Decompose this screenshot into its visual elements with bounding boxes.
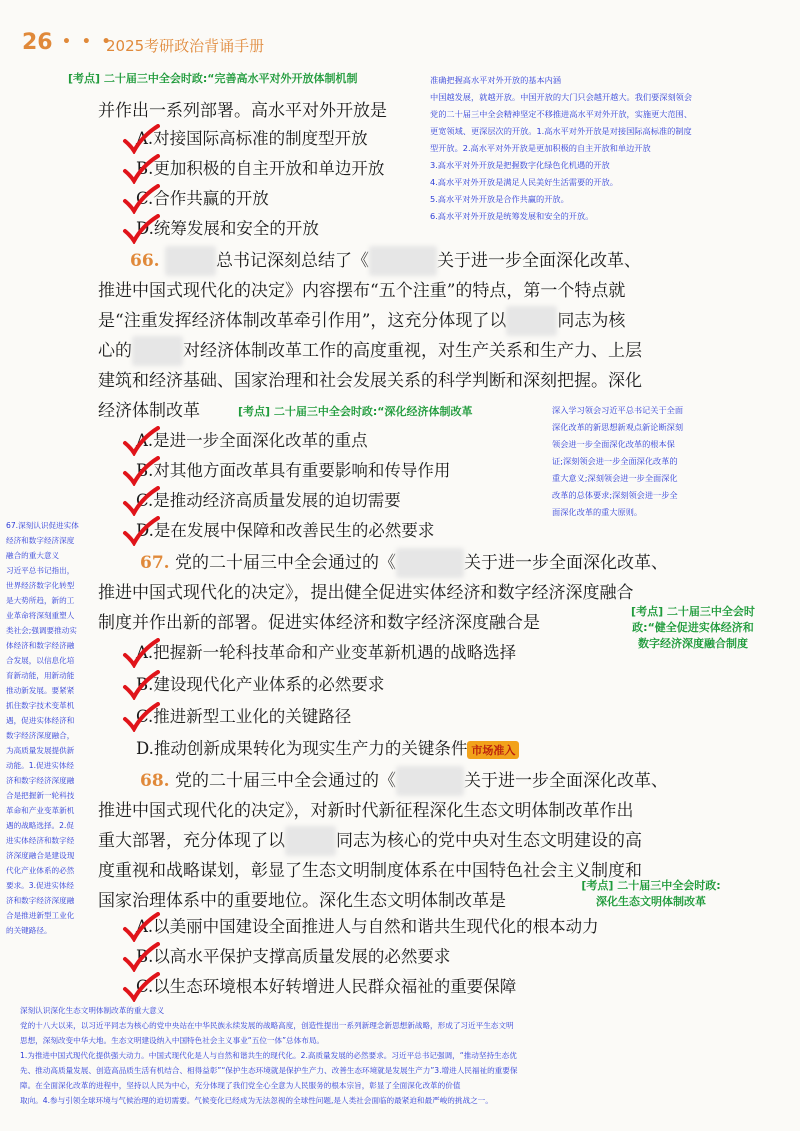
check-mark-icon (122, 154, 160, 184)
check-mark-icon (122, 184, 160, 214)
note-ecological-reform: 深刻认识深化生态文明体制改革的重大意义 党的十八大以来，以习近平同志为核心的党中央站在中华民族永续发展的战略高度，创造性提出一系列新理念新思想新战略，形成了习近平生态文明 思想，深刻改变中华大地。生态文明建设纳入中国特色社会主义事业“五位一体”总体布局。 1.为推进中国式现代化提供强大动力。中国式现代化是人与自然和谐共生的现代化。2.高质量发展的必然要求。习近平总书记强调，“推动坚持生态优 先、推动高质量发展、创造高品质生活有机结合、相得益彰”“保护生态环境就是保护生产力、改善生态环境就是发展生产力”3.增进人民福祉的重要保 障。在全面深化改革的进程中，坚持以人民为中心，充分体现了我们党全心全意为人民服务的根本宗旨，彰显了全面深化改革的价值 取向。4.参与引领全球环境与气候治理的迫切需要。气候变化已经成为无法忽视的全球性问题,是人类社会面临的最紧迫和最严峻的挑战之一。 (20, 1006, 518, 1105)
check-mark-icon (122, 670, 160, 700)
q67-option-c: C.推进新型工业化的关键路径 (136, 707, 352, 726)
q68-line-1: 68. 党的二十届三中全会通过的《 关于进一步全面深化改革、 (140, 766, 740, 796)
q66-option-a: A.是进一步全面深化改革的重点 (136, 431, 368, 450)
q68-option-c: C.以生态环境根本好转增进人民群众福祉的重要保障 (136, 977, 517, 996)
check-mark-icon (122, 214, 160, 244)
redacted-name (132, 336, 183, 366)
q66-option-d: D.是在发展中保障和改善民生的必然要求 (136, 521, 435, 540)
q66-line-5: 建筑和经济基础、国家治理和社会发展关系的科学判断和深刻把握。深化 (98, 371, 642, 391)
q66-line-2: 推进中国式现代化的决定》内容摆布“五个注重”的特点，第一个特点就 (98, 281, 626, 301)
q68-option-b: B.以高水平保护支撑高质量发展的必然要求 (136, 947, 451, 966)
q65-option-d: D.统筹发展和安全的开放 (136, 219, 319, 238)
header-dots: • • • (62, 34, 114, 50)
note-opening-up: 准确把握高水平对外开放的基本内涵 中国越发展，就越开放。中国开放的大门只会越开越大。我们要深刻领会 党的二十届三中全会精神坚定不移推进高水平对外开放，实施更大范围、 更宽领域、更深层次的开放。1.高水平对外开放是对接国际高标准的制度 型开放。2.高水平对外开放是更加积极的自主开放和单边开放 3.高水平对外开放是把握数字化绿色化机遇的开放 4.高水平对外开放是满足人民美好生活需要的开放。 5.高水平对外开放是合作共赢的开放。 6.高水平对外开放是统筹发展和安全的开放。 (430, 75, 693, 221)
book-title: 2025考研政治背诵手册 (106, 37, 265, 55)
check-mark-icon (122, 972, 160, 1002)
redacted-name (396, 548, 464, 578)
topic-tag-ecology: [考点] 二十届三中全会时政: 深化生态文明体制改革 (581, 879, 721, 908)
check-mark-icon (122, 702, 160, 732)
q65-option-c: C.合作共赢的开放 (136, 189, 269, 208)
redacted-name (396, 766, 464, 796)
check-mark-icon (122, 912, 160, 942)
q66-line-4: 心的 对经济体制改革工作的高度重视，对生产关系和生产力、上层 (98, 336, 642, 366)
note-digital-economy: 67.深刻认识促进实体 经济和数字经济深度 融合的重大意义 习近平总书记指出， 世界经济数字化转型 是大势所趋，新的工 业革命将深刻重塑人 类社会;强调要推动实 体经济和数字经济融 合发展，以信息化培 育新动能，用新动能 推动新发展。要紧紧 抓住数字技术变革机 遇，促进实体经济和 数字经济深度融合， 为高质量发展提供新 动能。1.促进实体经 济和数字经济深度融 合是把握新一轮科技 革命和产业变革新机 遇的战略选择。2.促 进实体经济和数字经 济深度融合是建设现 代化产业体系的必然 要求。3.促进实体经 济和数字经济深度融 合是推进新型工业化 的关键路径。 (6, 521, 79, 935)
check-mark-icon (122, 456, 160, 486)
redacted-name (285, 826, 336, 856)
redacted-name (369, 246, 437, 276)
check-mark-icon (122, 124, 160, 154)
redacted-name (506, 306, 557, 336)
check-mark-icon (122, 516, 160, 546)
topic-tag-economy: [考点] 二十届三中全会时政:“深化经济体制改革 (238, 405, 473, 418)
q65-stem: 并作出一系列部署。高水平对外开放是 (98, 101, 387, 121)
q67-option-b: B.建设现代化产业体系的必然要求 (136, 675, 385, 694)
q66-option-b: B.对其他方面改革具有重要影响和传导作用 (136, 461, 451, 480)
q65-option-a: A.对接国际高标准的制度型开放 (136, 129, 368, 148)
q67-line-1: 67. 党的二十届三中全会通过的《 关于进一步全面深化改革、 (140, 548, 740, 578)
q67-line-3: 制度并作出新的部署。促进实体经济和数字经济深度融合是 (98, 613, 540, 633)
q68-line-4: 度重视和战略谋划，彰显了生态文明制度体系在中国特色社会主义制度和 (98, 861, 642, 881)
q68-line-3: 重大部署，充分体现了以 同志为核心的党中央对生态文明建设的高 (98, 826, 642, 856)
q67-option-a: A.把握新一轮科技革命和产业变革新机遇的战略选择 (136, 643, 517, 662)
check-mark-icon (122, 942, 160, 972)
q68-line-5: 国家治理体系中的重要地位。深化生态文明体制改革是 (98, 891, 506, 911)
q68-line-2: 推进中国式现代化的决定》，对新时代新征程深化生态文明体制改革作出 (98, 801, 634, 821)
topic-tag-digital: [考点] 二十届三中全会时 政:“健全促进实体经济和 数字经济深度融合制度 (631, 605, 755, 650)
q66-line-3: 是“注重发挥经济体制改革牵引作用”，这充分体现了以 同志为核 (98, 306, 625, 336)
redacted-name (165, 246, 216, 276)
check-mark-icon (122, 486, 160, 516)
q66-option-c: C.是推动经济高质量发展的迫切需要 (136, 491, 401, 510)
note-deepening-reform: 深入学习领会习近平总书记关于全面 深化改革的新思想新观点新论断深刻 领会进一步全面深化改革的根本保 证;深刻领会进一步全面深化改革的 重大意义;深刻领会进一步全面深化 改革的总体要求;深刻领会进一步全 面深化改革的重大原则。 (552, 405, 684, 517)
q67-option-d: D.推动创新成果转化为现实生产力的关键条件 市场准入 (136, 736, 519, 762)
check-mark-icon (122, 426, 160, 456)
page-number: 26 (22, 30, 53, 55)
q67-line-2: 推进中国式现代化的决定》，提出健全促进实体经济和数字经济深度融合 (98, 583, 634, 603)
q65-option-b: B.更加积极的自主开放和单边开放 (136, 159, 385, 178)
q66-line-1: 66. 总书记深刻总结了《 关于进一步全面深化改革、 (130, 246, 730, 276)
check-mark-icon (122, 638, 160, 668)
q68-option-a: A.以美丽中国建设全面推进人与自然和谐共生现代化的根本动力 (136, 917, 599, 936)
q66-line-6: 经济体制改革 (98, 401, 200, 421)
market-access-badge: 市场准入 (467, 741, 519, 759)
topic-tag-opening: [考点] 二十届三中全会时政:“完善高水平对外开放体制机制 (68, 72, 358, 85)
